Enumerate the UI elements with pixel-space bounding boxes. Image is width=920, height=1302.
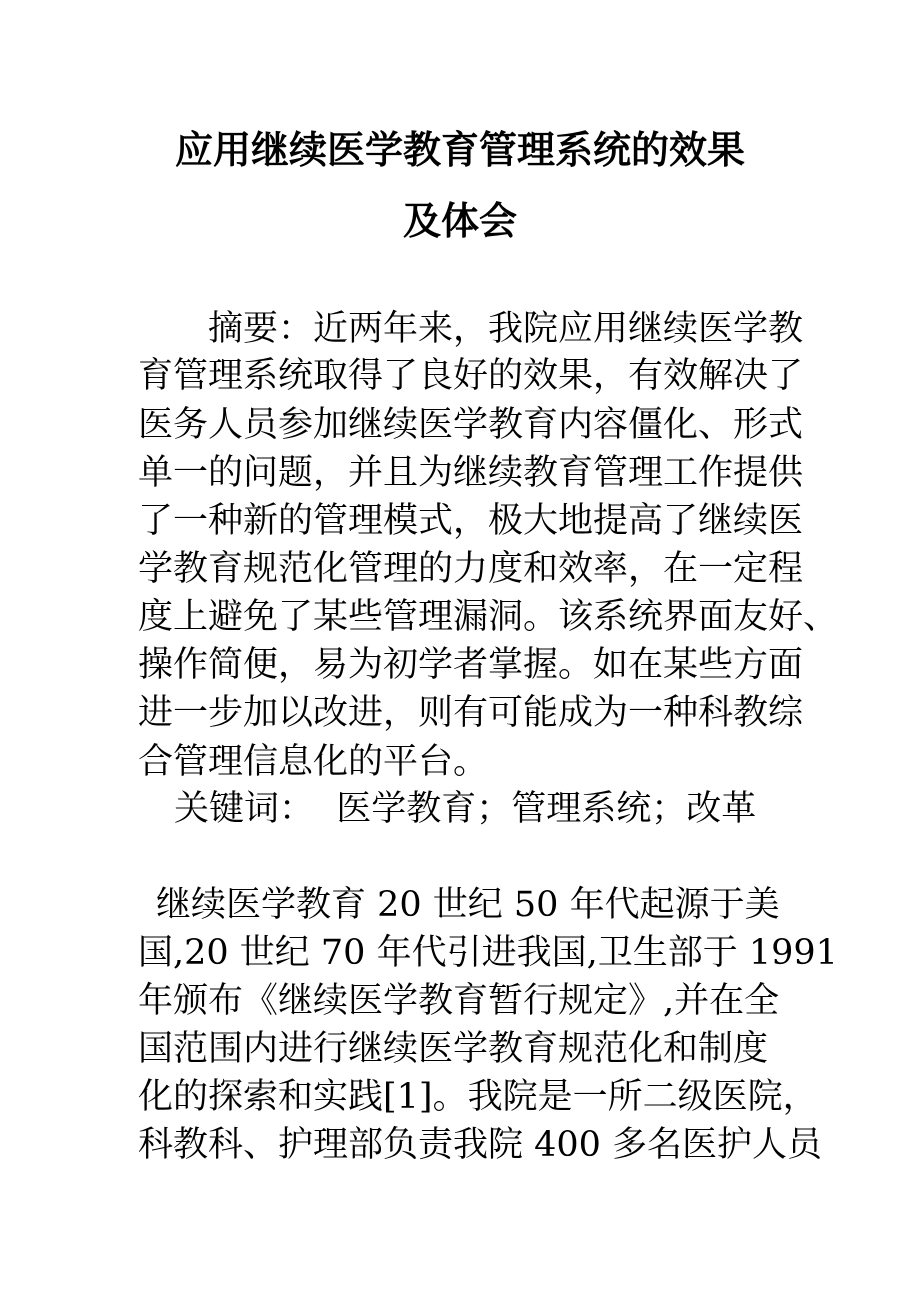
abstract-line-2: 育管理系统取得了良好的效果，有效解决了 <box>138 356 804 396</box>
abstract-line-3: 医务人员参加继续医学教育内容僵化、形式 <box>138 405 804 445</box>
abstract-line-8: 操作简便，易为初学者掌握。如在某些方面 <box>138 645 804 685</box>
abstract-line-7: 度上避免了某些管理漏洞。该系统界面友好、 <box>138 597 839 637</box>
body-line-3: 年颁布《继续医学教育暂行规定》,并在全 <box>138 981 780 1021</box>
body-line-2: 国,20 世纪 70 年代引进我国,卫生部于 1991 <box>138 933 838 973</box>
abstract-line-9: 进一步加以改进，则有可能成为一种科教综 <box>138 693 804 733</box>
document-title-line-1: 应用继续医学教育管理系统的效果 <box>174 128 745 172</box>
keywords-line: 关键词： 医学教育；管理系统；改革 <box>174 789 757 829</box>
abstract-line-10: 合管理信息化的平台。 <box>138 742 489 782</box>
abstract-line-4: 单一的问题，并且为继续教育管理工作提供 <box>138 453 804 493</box>
abstract-line-5: 了一种新的管理模式，极大地提高了继续医 <box>138 501 804 541</box>
body-line-6: 科教科、护理部负责我院 400 多名医护人员 <box>138 1125 823 1165</box>
body-line-1: 继续医学教育 20 世纪 50 年代起源于美 <box>156 885 780 925</box>
body-line-4: 国范围内进行继续医学教育规范化和制度 <box>138 1029 769 1069</box>
abstract-line-1: 摘要：近两年来，我院应用继续医学教 <box>208 309 804 349</box>
document-title-line-2: 及体会 <box>402 199 517 243</box>
body-line-5: 化的探索和实践[1]。我院是一所二级医院， <box>138 1077 818 1117</box>
abstract-line-6: 学教育规范化管理的力度和效率，在一定程 <box>138 549 804 589</box>
